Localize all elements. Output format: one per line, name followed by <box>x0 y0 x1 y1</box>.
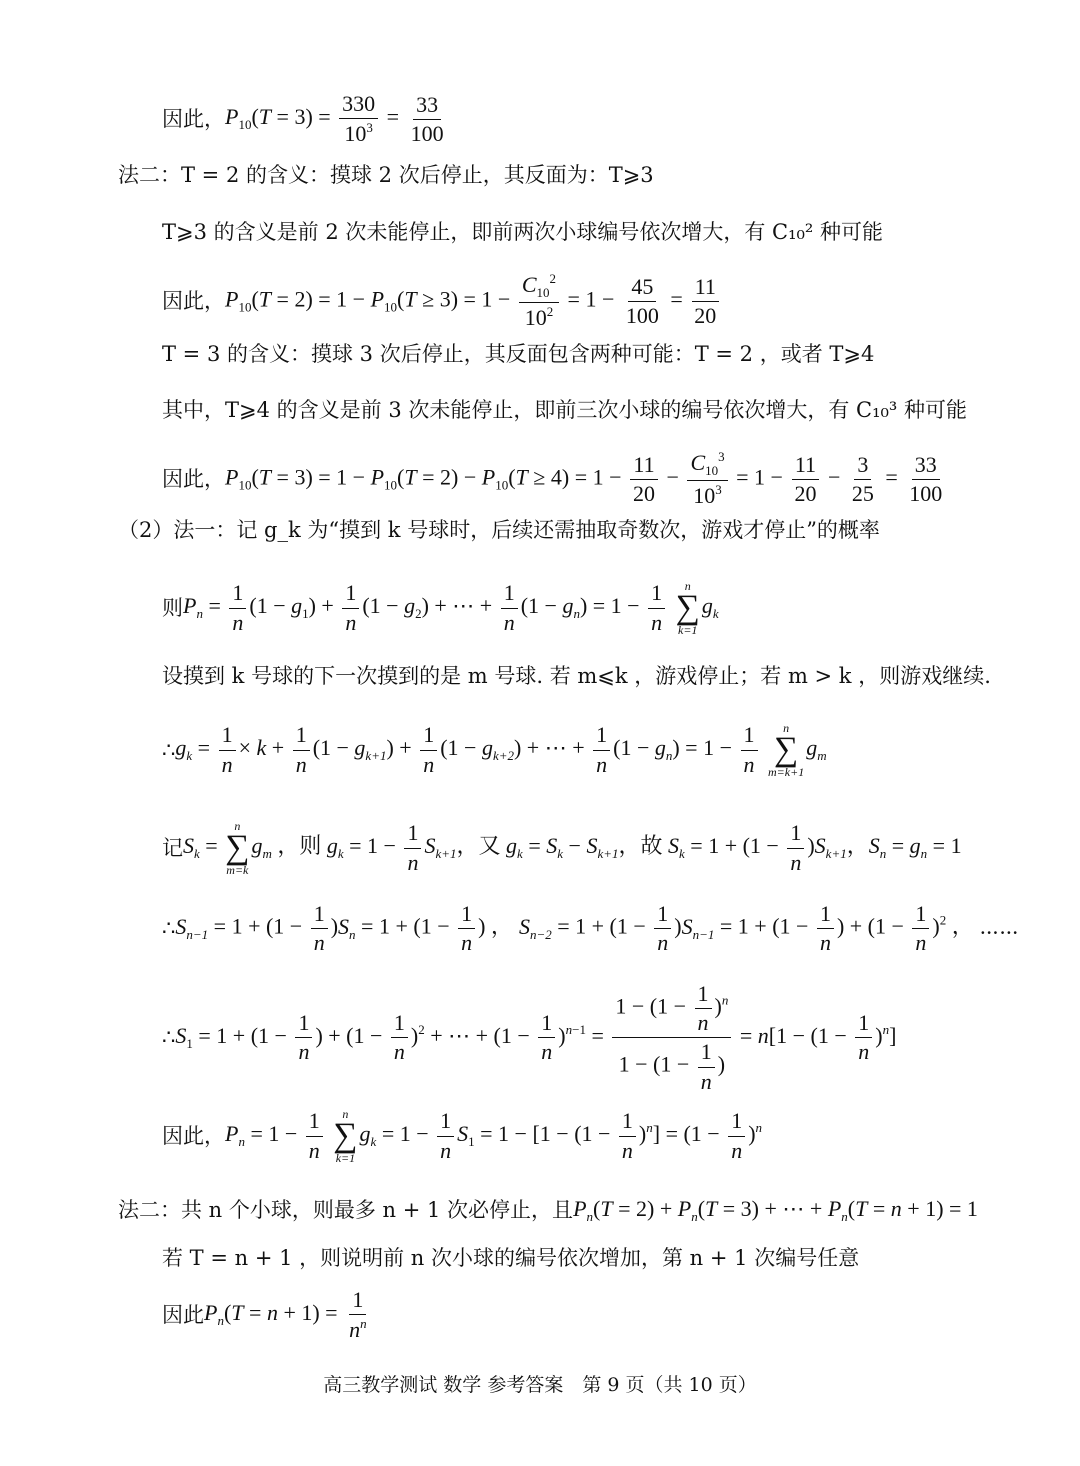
line-4-text: 因此， <box>162 288 225 313</box>
line-18-text: 因此 <box>162 1302 204 1327</box>
line-3-text: T⩾3 的含义是前 2 次未能停止，即前两次小球编号依次增大，有 C₁₀² 种可能 <box>162 220 884 244</box>
formula-s1: $S_1 = 1 + (1$ − $\frac{1}{n}$ ) + (1 − $\frac{1}{n}$ )$^2$ + ⋯ + (1 − $\frac{1}{n}$ )$^{n-1}$ = 1 − (1 − $\frac{1}{n}$ )$^n$ 1 − (1 − $\frac{1}{n}$ ) = n[1 − (1 − $\frac{1}{n}$ )$^n$] <box>175 981 897 1094</box>
formula-sk: $S_k$ = n ∑ m=k $g_m$ ，则 $g_k = 1$ − $\frac{1}{n}$ $S_{k+1}$，又 $g_k = S_k - S_{k+1}$，故 $S_k = 1 + (1$ − $\frac{1}{n}$ )$S_{k+1}$，$S_n = g_n = 1$ <box>183 819 962 878</box>
formula-sum-probabilities: $P_n(T = 2) + P_n(T = 3)$ + ⋯ + $P_n(T = n + 1) = 1$ <box>573 1196 978 1224</box>
line-12-text: 记 <box>162 835 183 860</box>
formula-p10-t3-second: $P_{10}(T = 3) = 1 - P_{10}(T = 2) - P_{10}(T \ge 4) = 1$ − $\frac{11}{20}$ − $\frac{C_{10}^3}{10^3}$ = 1 − $\frac{11}{20}$ − $\frac{3}{25}$ = $\frac{33}{100}$ <box>225 449 943 509</box>
line-13-text: ∴ <box>162 916 176 941</box>
answer-line-6 <box>162 398 967 423</box>
answer-line-9 <box>162 580 719 636</box>
formula-pn: $P_n$ = $\frac{1}{n}$ $(1 - g_1)$ + $\frac{1}{n}$ $(1 - g_2)$ + ⋯ + $\frac{1}{n}$ $(1 - g_n) = 1$ − $\frac{1}{n}$ n ∑ k=1 $g_k$ <box>183 579 719 638</box>
answer-line-16 <box>118 1196 978 1225</box>
formula-gk: $g_k$ = $\frac{1}{n}$ × k + $\frac{1}{n}$ $(1 - g_{k+1})$ + $\frac{1}{n}$ $(1 - g_{k+2})$ + ⋯ + $\frac{1}{n}$ $(1 - g_n) = 1$ − $\frac{1}{n}$ n ∑ m=k+1 $g_m$ <box>175 721 827 780</box>
answer-line-1 <box>162 92 450 146</box>
formula-p10-t2: $P_{10}(T = 2) = 1 - P_{10}(T \ge 3) = 1$ − $\frac{C_{10}^2}{10^2}$ = 1 − $\frac{45}{100}$ = $\frac{11}{20}$ <box>225 272 722 330</box>
answer-line-14 <box>162 982 896 1094</box>
answer-line-8 <box>118 518 880 543</box>
answer-line-7 <box>162 450 948 508</box>
line-7-text: 因此， <box>162 466 225 491</box>
line-11-text: ∴ <box>162 737 176 762</box>
line-17-text: 若 T = n + 1 ，则说明前 n 次小球的编号依次增加，第 n + 1 次编号任意 <box>162 1246 860 1270</box>
line-14-text: ∴ <box>162 1025 176 1050</box>
answer-line-3 <box>162 220 883 245</box>
line-15-text: 因此， <box>162 1123 225 1148</box>
answer-line-4 <box>162 272 722 330</box>
formula-pn-result: $P_n = 1$ − $\frac{1}{n}$ n ∑ k=1 $g_k = 1$ − $\frac{1}{n}$ $S_1 = 1 - [1 - (1$ − $\frac{1}{n}$ )$^n$] = (1 − $\frac{1}{n}$ )$^n$ <box>225 1107 763 1166</box>
answer-line-13 <box>162 902 1019 955</box>
line-16-text: 法二：共 n 个小球，则最多 n + 1 次必停止，且 <box>118 1197 574 1222</box>
answer-line-17 <box>162 1246 859 1271</box>
answer-line-18 <box>162 1288 373 1342</box>
answer-line-11 <box>162 722 827 778</box>
line-2-text: 法二：T = 2 的含义：摸球 2 次后停止，其反面为：T⩾3 <box>118 163 654 187</box>
line-10-text: 设摸到 k 号球的下一次摸到的是 m 号球. 若 m⩽k ，游戏停止；若 m > k ，则游戏继续. <box>162 664 991 688</box>
line-8-text: （2）法一：记 g_k 为“摸到 k 号球时，后续还需抽取奇数次，游戏才停止”的概率 <box>118 518 880 542</box>
page-footer: 高三教学测试 数学 参考答案 第 9 页（共 10 页） <box>323 1374 757 1396</box>
formula-sn-recursion: $S_{n-1} = 1 + (1$ − $\frac{1}{n}$ )$S_n = 1 + (1$ − $\frac{1}{n}$ ) ， $S_{n-2} = 1 + (1$ − $\frac{1}{n}$ )$S_{n-1} = 1 + (1$ − $\frac{1}{n}$ ) + (1 − $\frac{1}{n}$ )$^2$ ， ⋯⋯ <box>175 901 1019 956</box>
answer-line-15 <box>162 1108 762 1164</box>
line-1-text: 因此， <box>162 106 225 131</box>
line-6-text: 其中，T⩾4 的含义是前 3 次未能停止，即前三次小球的编号依次增大，有 C₁₀³ 种可能 <box>162 398 968 422</box>
answer-line-5 <box>162 342 874 367</box>
line-5-text: T = 3 的含义：摸球 3 次后停止，其反面包含两种可能：T = 2 ，或者 T⩾4 <box>162 342 875 366</box>
answer-line-10 <box>162 664 991 689</box>
formula-pn-t-n-plus-1: $P_n(T = n + 1)$ = $\frac{1}{n^n}$ <box>204 1287 367 1343</box>
answer-line-2 <box>118 163 654 188</box>
formula-p10-t3-first: $P_{10}(T = 3)$ = $\frac{330}{10^3}$ = $\frac{33}{100}$ <box>225 91 444 147</box>
answer-line-12 <box>162 820 962 876</box>
line-9-text: 则 <box>162 595 183 620</box>
